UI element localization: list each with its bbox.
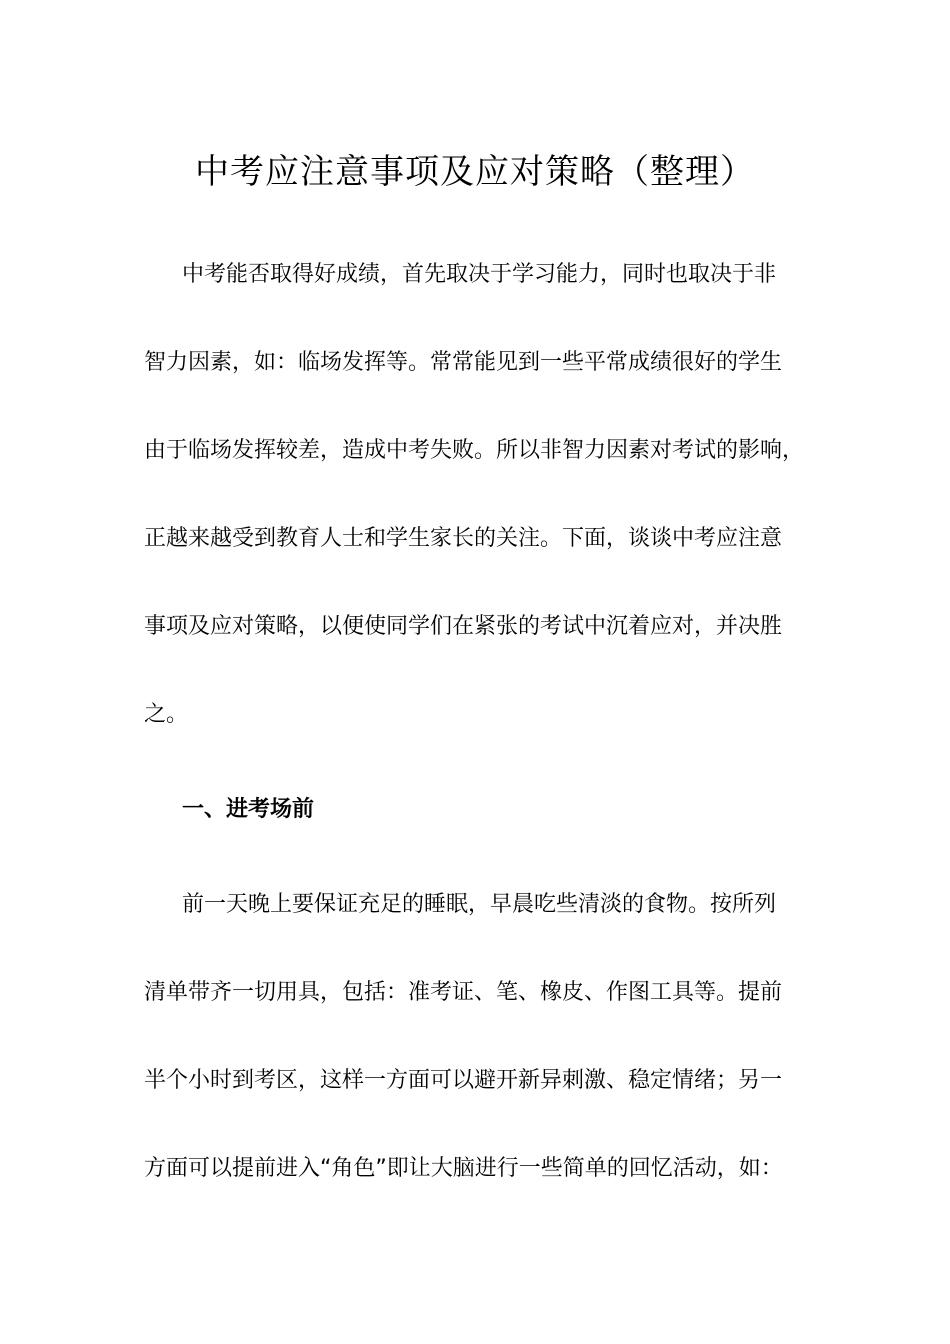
paragraph-line: 事项及应对策略，以便使同学们在紧张的考试中沉着应对，并决胜 [144,614,783,639]
paragraph-line: 正越来越受到教育人士和学生家长的关注。下面，谈谈中考应注意 [144,526,783,551]
paragraph-line: 前一天晚上要保证充足的睡眠，早晨吃些清淡的食物。按所列 [182,892,777,917]
paragraph-line: 中考能否取得好成绩，首先取决于学习能力，同时也取决于非 [182,262,777,287]
paragraph-line: 之。 [144,702,189,727]
paragraph-line: 半个小时到考区，这样一方面可以避开新异刺激、稳定情绪；另一 [144,1068,783,1093]
intro-paragraph [144,255,804,735]
paragraph-line: 智力因素，如：临场发挥等。常常能见到一些平常成绩很好的学生 [144,350,783,375]
paragraph-line: 方面可以提前进入“角色”即让大脑进行一些简单的回忆活动，如： [144,1156,783,1181]
section1-paragraph [144,885,804,1189]
document-title: 中考应注意事项及应对策略（整理） [195,152,755,192]
paragraph-line: 清单带齐一切用具，包括：准考证、笔、橡皮、作图工具等。提前 [144,980,783,1005]
section-heading: 一、进考场前 [182,797,315,822]
paragraph-line: 由于临场发挥较差，造成中考失败。所以非智力因素对考试的影响， [144,438,805,463]
